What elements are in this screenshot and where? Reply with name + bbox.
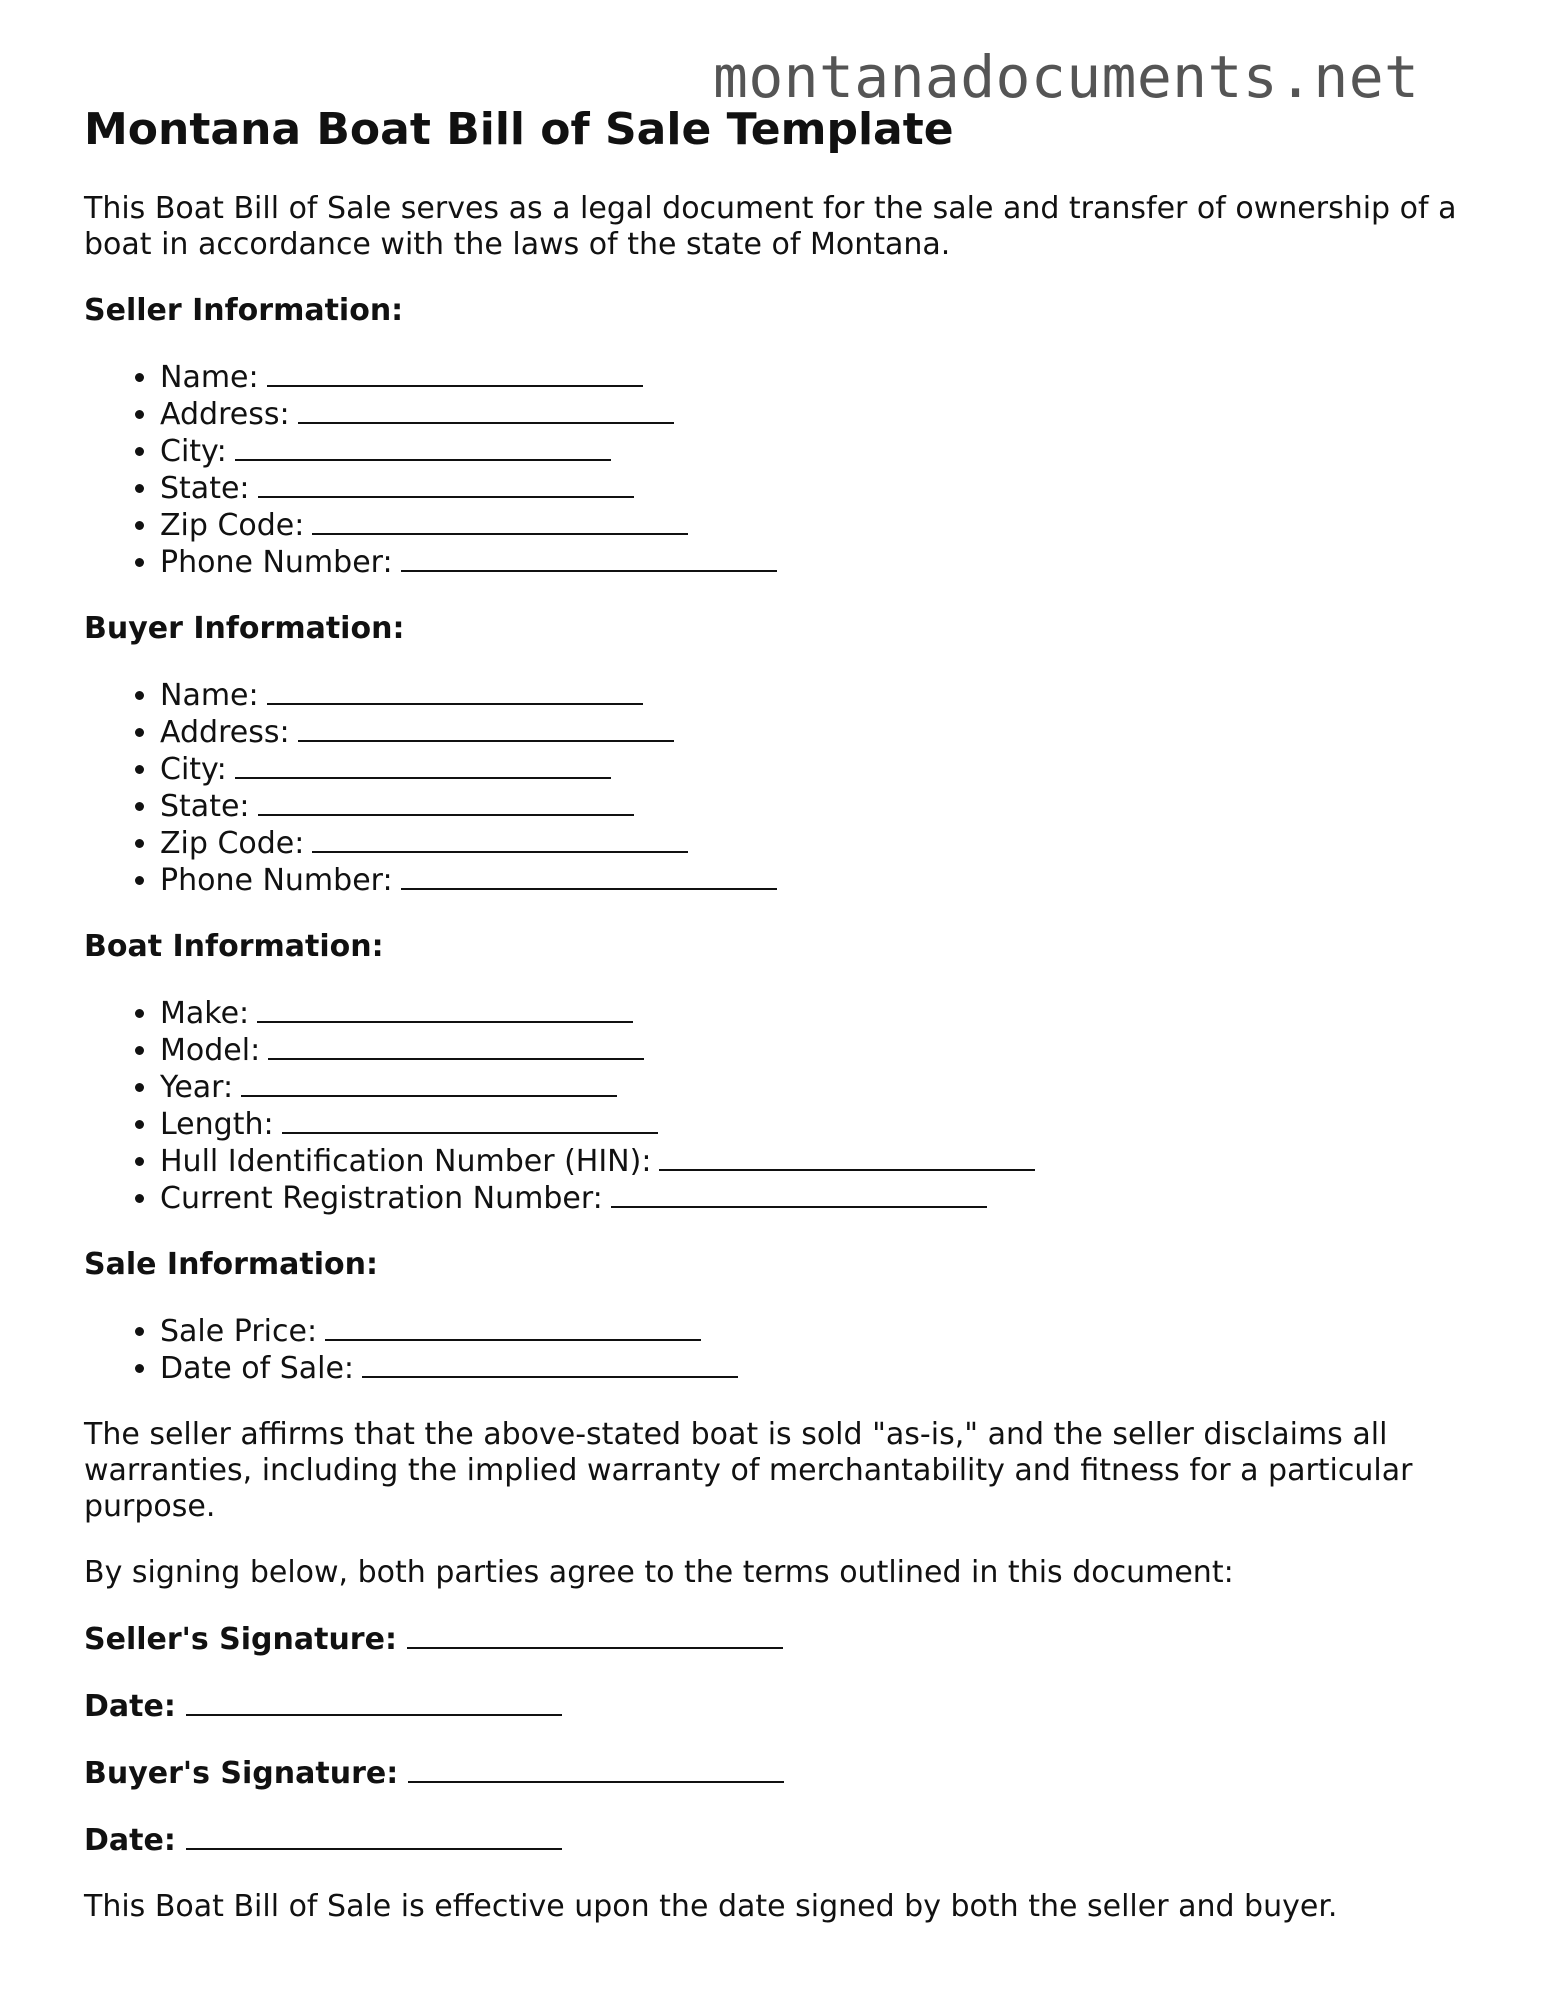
sale-fields-list [84, 1313, 1474, 1387]
blank-line[interactable] [401, 862, 777, 890]
buyer-field-address [160, 714, 1474, 751]
blank-line[interactable] [298, 396, 674, 424]
seller-date-line [84, 1688, 1474, 1725]
field-label: Length: [160, 1106, 274, 1142]
disclaimer-paragraph: The seller affirms that the above-stated boat is sold "as-is," and the seller disclaims all warranties, including the implied warranty of merchantability and fitness for a particular purpose. [84, 1416, 1413, 1524]
seller-field-phone [160, 544, 1474, 581]
boat-heading: Boat Information: [84, 928, 384, 964]
blank-line[interactable] [312, 825, 688, 853]
blank-line[interactable] [267, 359, 643, 387]
blank-line[interactable] [235, 433, 611, 461]
date-label: Date: [84, 1688, 176, 1724]
blank-line[interactable] [298, 714, 674, 742]
buyer-field-zip [160, 825, 1474, 862]
field-label: Address: [160, 714, 290, 750]
blank-line[interactable] [282, 1106, 658, 1134]
boat-field-year [160, 1069, 1474, 1106]
signature-label: Buyer's Signature: [84, 1755, 399, 1791]
signature-label: Seller's Signature: [84, 1621, 397, 1657]
intro-paragraph: This Boat Bill of Sale serves as a legal document for the sale and transfer of ownership of a boat in accordance with the laws of the state of Montana. [84, 190, 1457, 262]
field-label: Zip Code: [160, 507, 305, 543]
field-label: Year: [160, 1069, 234, 1105]
buyer-signature-line [84, 1755, 1474, 1792]
blank-line[interactable] [241, 1069, 617, 1097]
buyer-heading: Buyer Information: [84, 610, 405, 646]
field-label: State: [160, 788, 250, 824]
buyer-fields-list [84, 677, 1474, 899]
field-label: Phone Number: [160, 862, 393, 898]
blank-line[interactable] [257, 995, 633, 1023]
boat-field-length [160, 1106, 1474, 1143]
date-label: Date: [84, 1822, 176, 1858]
buyer-field-phone [160, 862, 1474, 899]
boat-field-make [160, 995, 1474, 1032]
field-label: Name: [160, 677, 259, 713]
blank-line[interactable] [235, 751, 611, 779]
blank-line[interactable] [362, 1350, 738, 1378]
field-label: City: [160, 433, 227, 469]
blank-line[interactable] [325, 1313, 701, 1341]
blank-line[interactable] [312, 507, 688, 535]
blank-line[interactable] [186, 1688, 562, 1716]
blank-line[interactable] [401, 544, 777, 572]
boat-field-registration [160, 1180, 1474, 1217]
field-label: State: [160, 470, 250, 506]
field-label: City: [160, 751, 227, 787]
field-label: Hull Identification Number (HIN): [160, 1143, 652, 1179]
field-label: Address: [160, 396, 290, 432]
blank-line[interactable] [407, 1621, 783, 1649]
seller-field-name [160, 359, 1474, 396]
seller-fields-list [84, 359, 1474, 581]
blank-line[interactable] [267, 677, 643, 705]
sale-heading: Sale Information: [84, 1246, 378, 1282]
document-page [84, 104, 1474, 1955]
seller-signature-line [84, 1621, 1474, 1658]
blank-line[interactable] [268, 1032, 644, 1060]
field-label: Make: [160, 995, 250, 1031]
boat-field-hin [160, 1143, 1474, 1180]
blank-line[interactable] [186, 1822, 562, 1850]
buyer-field-name [160, 677, 1474, 714]
field-label: Sale Price: [160, 1313, 318, 1349]
seller-heading: Seller Information: [84, 292, 404, 328]
document-title: Montana Boat Bill of Sale Template [84, 104, 954, 155]
sale-field-date [160, 1350, 1474, 1387]
boat-fields-list [84, 995, 1474, 1217]
seller-field-address [160, 396, 1474, 433]
blank-line[interactable] [611, 1180, 987, 1208]
blank-line[interactable] [258, 788, 634, 816]
field-label: Model: [160, 1032, 261, 1068]
blank-line[interactable] [659, 1143, 1035, 1171]
blank-line[interactable] [408, 1755, 784, 1783]
field-label: Zip Code: [160, 825, 305, 861]
buyer-date-line [84, 1822, 1474, 1859]
field-label: Name: [160, 359, 259, 395]
buyer-field-state [160, 788, 1474, 825]
watermark: montanadocuments.net [713, 43, 1420, 111]
field-label: Date of Sale: [160, 1350, 355, 1386]
seller-field-zip [160, 507, 1474, 544]
seller-field-state [160, 470, 1474, 507]
field-label: Current Registration Number: [160, 1180, 603, 1216]
closing-paragraph: This Boat Bill of Sale is effective upon the date signed by both the seller and buyer. [84, 1888, 1338, 1924]
seller-field-city [160, 433, 1474, 470]
blank-line[interactable] [258, 470, 634, 498]
agreement-paragraph: By signing below, both parties agree to the terms outlined in this document: [84, 1554, 1234, 1590]
field-label: Phone Number: [160, 544, 393, 580]
sale-field-price [160, 1313, 1474, 1350]
boat-field-model [160, 1032, 1474, 1069]
buyer-field-city [160, 751, 1474, 788]
